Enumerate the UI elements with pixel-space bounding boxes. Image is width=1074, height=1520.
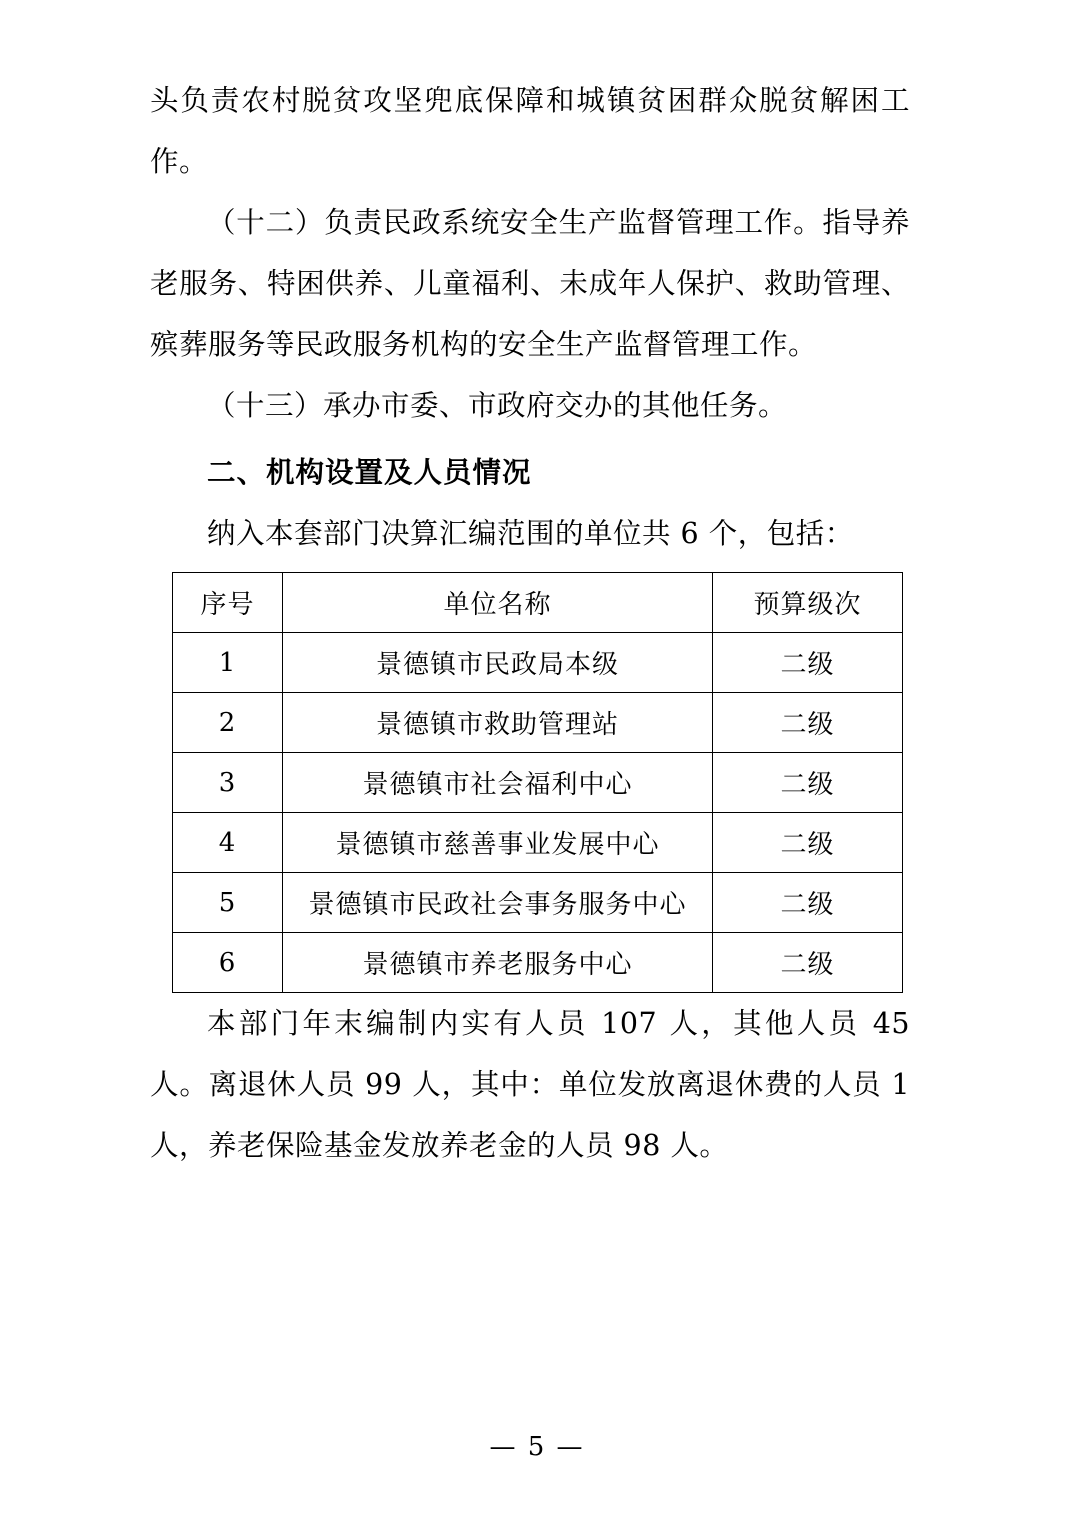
table-header-cell: 序号	[173, 573, 283, 633]
units-table	[172, 572, 903, 993]
table-cell-index: 2	[173, 693, 283, 753]
table-cell-unit-name: 景德镇市养老服务中心	[283, 933, 713, 993]
page-number: — 5 —	[489, 1432, 585, 1462]
table-cell-index: 3	[173, 753, 283, 813]
paragraph-continued: 头负责农村脱贫攻坚兜底保障和城镇贫困群众脱贫解困工作。	[150, 84, 910, 178]
section-heading: 二、机构设置及人员情况	[207, 456, 532, 489]
table-cell-index: 5	[173, 873, 283, 933]
table-cell-index: 1	[173, 633, 283, 693]
table-row	[173, 873, 903, 933]
page-content	[150, 70, 910, 1176]
table-cell-unit-name: 景德镇市社会福利中心	[283, 753, 713, 813]
table-cell-index: 6	[173, 933, 283, 993]
paragraph-item-13: （十三）承办市委、市政府交办的其他任务。	[207, 389, 788, 422]
table-cell-unit-name: 景德镇市救助管理站	[283, 693, 713, 753]
table-intro-text: 纳入本套部门决算汇编范围的单位共 6 个，包括：	[207, 517, 854, 550]
table-cell-unit-name: 景德镇市民政社会事务服务中心	[283, 873, 713, 933]
table-cell-budget-level: 二级	[713, 813, 903, 873]
table-cell-budget-level: 二级	[713, 633, 903, 693]
paragraph-item-12: （十二）负责民政系统安全生产监督管理工作。指导养老服务、特困供养、儿童福利、未成年人保护、救助管理、殡葬服务等民政服务机构的安全生产监督管理工作。	[150, 206, 910, 361]
table-row	[173, 753, 903, 813]
table-cell-unit-name: 景德镇市慈善事业发展中心	[283, 813, 713, 873]
table-cell-index: 4	[173, 813, 283, 873]
table-cell-unit-name: 景德镇市民政局本级	[283, 633, 713, 693]
table-row	[173, 693, 903, 753]
table-header-cell: 单位名称	[283, 573, 713, 633]
table-cell-budget-level: 二级	[713, 933, 903, 993]
paragraph-personnel-summary: 本部门年末编制内实有人员 107 人，其他人员 45 人。离退休人员 99 人，其中：单位发放离退休费的人员 1 人，养老保险基金发放养老金的人员 98 人。	[150, 1007, 910, 1162]
table-cell-budget-level: 二级	[713, 873, 903, 933]
table-header-cell: 预算级次	[713, 573, 903, 633]
table-cell-budget-level: 二级	[713, 753, 903, 813]
table-row	[173, 813, 903, 873]
table-cell-budget-level: 二级	[713, 693, 903, 753]
table-header-row	[173, 573, 903, 633]
table-row	[173, 633, 903, 693]
table-row	[173, 933, 903, 993]
